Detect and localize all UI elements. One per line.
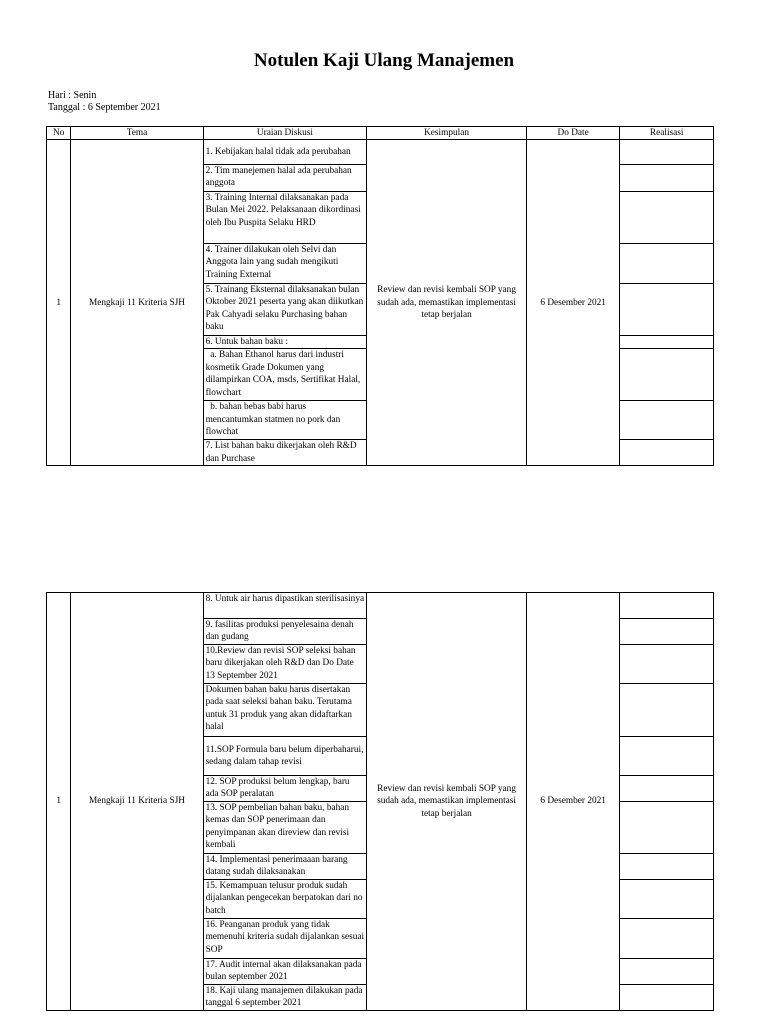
header-do-date: Do Date <box>526 127 620 140</box>
realisasi-cell <box>620 737 714 776</box>
table-row <box>47 593 714 619</box>
discussion-item: 11.SOP Formula baru belum diperbaharui, sedang dalam tahap revisi <box>203 737 367 776</box>
discussion-item: 16. Peanganan produk yang tidak memenuhi kriteria sudah dijalankan sesuai SOP <box>203 919 367 959</box>
discussion-item: 7. List bahan baku dikerjakan oleh R&D dan Purchase <box>203 440 367 466</box>
realisasi-cell <box>620 880 714 919</box>
realisasi-cell <box>620 684 714 737</box>
realisasi-cell <box>620 284 714 336</box>
realisasi-cell <box>620 985 714 1011</box>
discussion-item: 9. fasilitas produksi penyelesaina denah dan gudang <box>203 619 367 645</box>
header-uraian: Uraian Diskusi <box>203 127 367 140</box>
row-no: 1 <box>47 593 71 1011</box>
discussion-item: 2. Tim manejemen halal ada perubahan anggota <box>203 165 367 192</box>
table-row <box>47 140 714 165</box>
header-realisasi: Realisasi <box>620 127 714 140</box>
row-no: 1 <box>47 140 71 466</box>
discussion-item: 10.Review dan revisi SOP seleksi bahan baru dikerjakan oleh R&D dan Do Date 13 September 2021 <box>203 645 367 684</box>
realisasi-cell <box>620 336 714 349</box>
discussion-item: 12. SOP produksi belum lengkap, baru ada SOP peralatan <box>203 776 367 802</box>
row-do-date: 6 Desember 2021 <box>526 140 620 466</box>
realisasi-cell <box>620 776 714 802</box>
realisasi-cell <box>620 919 714 959</box>
discussion-item: 3. Training Internal dilaksanakan pada Bulan Mei 2022. Pelaksanaan dikordinasi oleh Ibu Puspita Selaku HRD <box>203 192 367 244</box>
row-tema: Mengkaji 11 Kriteria SJH <box>71 140 203 466</box>
realisasi-cell <box>620 165 714 192</box>
discussion-item: b. bahan bebas babi harus mencantumkan statmen no pork dan flowchat <box>203 401 367 440</box>
realisasi-cell <box>620 140 714 165</box>
realisasi-cell <box>620 593 714 619</box>
realisasi-cell <box>620 349 714 401</box>
row-tema: Mengkaji 11 Kriteria SJH <box>71 593 203 1011</box>
table-header-row <box>47 127 714 140</box>
row-kesimpulan: Review dan revisi kembali SOP yang sudah ada, memastikan implementasi tetap berjalan <box>367 140 527 466</box>
realisasi-cell <box>620 619 714 645</box>
realisasi-cell <box>620 854 714 880</box>
realisasi-cell <box>620 244 714 284</box>
minutes-table-2 <box>46 592 714 1011</box>
realisasi-cell <box>620 959 714 985</box>
discussion-item: 4. Trainer dilakukan oleh Selvi dan Anggota lain yang sudah mengikuti Training External <box>203 244 367 284</box>
discussion-item: 5. Trainang Eksternal dilaksanakan bulan Oktober 2021 peserta yang akan diikutkan Pak Cahyadi selaku Purchasing bahan baku <box>203 284 367 336</box>
discussion-item: 18. Kaji ulang manajemen dilakukan pada tanggal 6 september 2021 <box>203 985 367 1011</box>
realisasi-cell <box>620 802 714 854</box>
realisasi-cell <box>620 645 714 684</box>
discussion-item: a. Bahan Ethanol harus dari industri kosmetik Grade Dokumen yang dilampirkan COA, msds, Sertifikat Halal, flowchart <box>203 349 367 401</box>
discussion-item: Dokumen bahan baku harus disertakan pada saat seleksi bahan baku. Terutama untuk 31 produk yang akan didaftarkan halal <box>203 684 367 737</box>
realisasi-cell <box>620 192 714 244</box>
header-no: No <box>47 127 71 140</box>
discussion-item: 15. Kemampuan telusur produk sudah dijalankan pengecekan berpatokan dari no batch <box>203 880 367 919</box>
row-do-date: 6 Desember 2021 <box>526 593 620 1011</box>
minutes-table-1 <box>46 126 714 466</box>
header-tema: Tema <box>71 127 203 140</box>
discussion-item: 13. SOP pembelian bahan baku, bahan kemas dan SOP penerimaan dan penyimpanan akan direview dan revisi kembali <box>203 802 367 854</box>
realisasi-cell <box>620 440 714 466</box>
discussion-item: 17. Audit internal akan dilaksanakan pada bulan september 2021 <box>203 959 367 985</box>
meeting-date: Tanggal : 6 September 2021 <box>48 102 161 113</box>
realisasi-cell <box>620 401 714 440</box>
discussion-item: 6. Untuk bahan baku : <box>203 336 367 349</box>
document-title: Notulen Kaji Ulang Manajemen <box>253 50 515 71</box>
discussion-item: 8. Untuk air harus dipastikan sterilisasinya <box>203 593 367 619</box>
header-kesimpulan: Kesimpulan <box>367 127 527 140</box>
discussion-item: 14. Implementasi penerimaaan barang datang sudah dilaksanakan <box>203 854 367 880</box>
discussion-item: 1. Kebijakan halal tidak ada perubahan <box>203 140 367 165</box>
row-kesimpulan: Review dan revisi kembali SOP yang sudah ada, memastikan implementasi tetap berjalan <box>367 593 527 1011</box>
meeting-day: Hari : Senin <box>48 90 97 101</box>
